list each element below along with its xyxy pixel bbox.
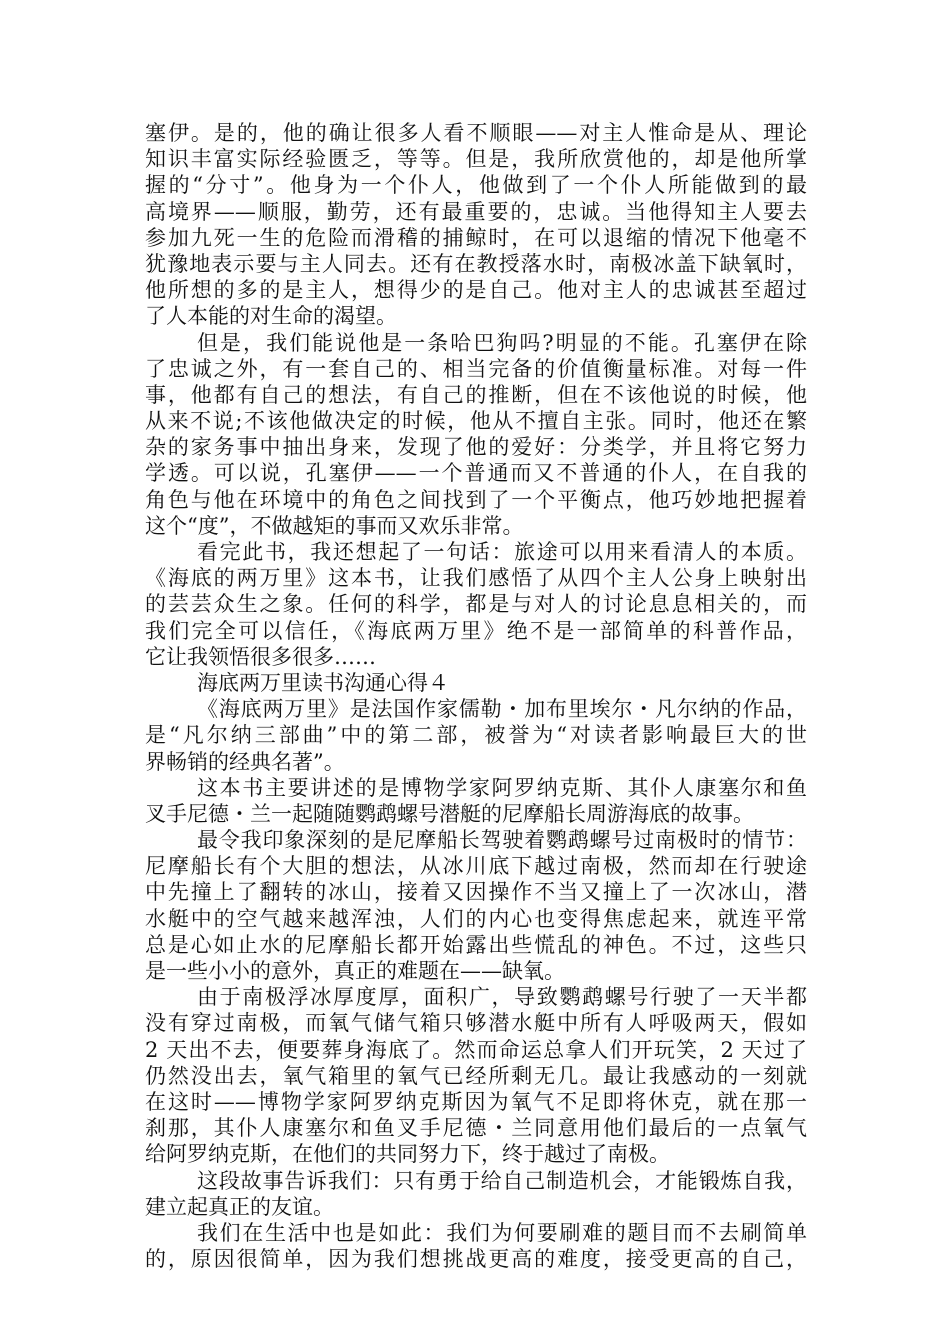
text-line: 仍然没出去，氧气箱里的氧气已经所剩无几。最让我感动的一刻就 — [145, 1063, 807, 1088]
text-line: 学透。可以说，孔塞伊——一个普通而又不普通的仆人，在自我的 — [145, 461, 807, 486]
text-line: 叉手尼德・兰一起随随鹦鹉螺号潜艇的尼摩船长周游海底的故事。 — [145, 801, 754, 826]
text-line: 中先撞上了翻转的冰山，接着又因操作不当又撞上了一次冰山，潜 — [145, 880, 807, 905]
text-line: 杂的家务事中抽出身来，发现了他的爱好：分类学，并且将它努力 — [145, 435, 807, 460]
text-line: 事，他都有自己的想法，有自己的推断，但在不该他说的时候，他 — [145, 382, 807, 407]
text-line: 在这时——博物学家阿罗纳克斯因为氧气不足即将休克，就在那一 — [145, 1089, 807, 1114]
text-line: 的，原因很简单，因为我们想挑战更高的难度，接受更高的自己， — [145, 1247, 807, 1272]
text-line: 刹那，其仆人康塞尔和鱼叉手尼德・兰同意用他们最后的一点氧气 — [145, 1116, 807, 1141]
text-line: 了人本能的对生命的渴望。 — [145, 304, 397, 329]
text-line: 了忠诚之外，有一套自己的、相当完备的价值衡量标准。对每一件 — [145, 356, 807, 381]
paragraph-first-line: 这段故事告诉我们：只有勇于给自己制造机会，才能锻炼自我， — [197, 1168, 807, 1193]
text-line: 界畅销的经典名著”。 — [145, 749, 345, 774]
paragraph-first-line: 我们在生活中也是如此：我们为何要刷难的题目而不去刷简单 — [197, 1220, 807, 1245]
section-heading: 海底两万里读书沟通心得４ — [197, 670, 449, 695]
text-line: 犹豫地表示要与主人同去。还有在教授落水时，南极冰盖下缺氧时， — [145, 251, 807, 276]
text-line: 是“凡尔纳三部曲”中的第二部，被誉为“对读者影响最巨大的世 — [145, 723, 807, 748]
text-line: 他所想的多的是主人，想得少的是自己。他对主人的忠诚甚至超过 — [145, 278, 807, 303]
text-line: 高境界——顺服，勤劳，还有最重要的，忠诚。当他得知主人要去 — [145, 199, 807, 224]
paragraph-first-line: 这本书主要讲述的是博物学家阿罗纳克斯、其仆人康塞尔和鱼 — [197, 775, 807, 800]
text-line: 我们完全可以信任，《海底两万里》绝不是一部简单的科普作品， — [145, 618, 807, 643]
paragraph-first-line: 由于南极浮冰厚度厚，面积广，导致鹦鹉螺号行驶了一天半都 — [197, 985, 807, 1010]
paragraph-first-line: 《海底两万里》是法国作家儒勒・加布里埃尔・凡尔纳的作品， — [197, 697, 807, 722]
paragraph-first-line: 看完此书，我还想起了一句话：旅途可以用来看清人的本质。 — [197, 540, 807, 564]
text-line: 它让我领悟很多很多…… — [145, 644, 376, 669]
document-page — [145, 120, 807, 1272]
paragraph-first-line: 但是，我们能说他是一条哈巴狗吗?明显的不能。孔塞伊在除 — [197, 330, 807, 355]
text-line: 知识丰富实际经验匮乏，等等。但是，我所欣赏他的，却是他所掌 — [145, 147, 807, 172]
text-line: 总是心如止水的尼摩船长都开始露出些慌乱的神色。不过，这些只 — [145, 932, 807, 957]
text-line: 尼摩船长有个大胆的想法，从冰川底下越过南极，然而却在行驶途 — [145, 854, 807, 879]
paragraph-first-line: 最令我印象深刻的是尼摩船长驾驶着鹦鹉螺号过南极时的情节： — [197, 828, 807, 853]
text-line: 水艇中的空气越来越浑浊，人们的内心也变得焦虑起来，就连平常 — [145, 906, 807, 931]
text-line: 建立起真正的友谊。 — [145, 1194, 334, 1219]
text-line: 握的“分寸”。他身为一个仆人，他做到了一个仆人所能做到的最 — [145, 173, 807, 198]
text-line: 角色与他在环境中的角色之间找到了一个平衡点，他巧妙地把握着 — [145, 487, 807, 512]
text-line: 给阿罗纳克斯，在他们的共同努力下，终于越过了南极。 — [145, 1142, 670, 1167]
text-line: 这个“度”，不做越矩的事而又欢乐非常。 — [145, 513, 524, 538]
text-line: 塞伊。是的，他的确让很多人看不顺眼——对主人惟命是从、理论 — [145, 121, 807, 145]
text-line: 的芸芸众生之象。任何的科学，都是与对人的讨论息息相关的，而 — [145, 592, 807, 617]
text-line: 没有穿过南极，而氧气储气箱只够潜水艇中所有人呼吸两天，假如 — [145, 1011, 807, 1036]
text-line: 是一些小小的意外，真正的难题在——缺氧。 — [145, 959, 565, 983]
text-line: 2 天出不去，便要葬身海底了。然而命运总拿人们开玩笑，2 天过了 — [145, 1037, 807, 1062]
text-line: 《海底的两万里》这本书，让我们感悟了从四个主人公身上映射出 — [145, 566, 807, 591]
text-line: 从来不说;不该他做决定的时候，他从不擅自主张。同时，他还在繁 — [145, 409, 807, 434]
text-line: 参加九死一生的危险而滑稽的捕鲸时，在可以退缩的情况下他毫不 — [145, 225, 807, 250]
